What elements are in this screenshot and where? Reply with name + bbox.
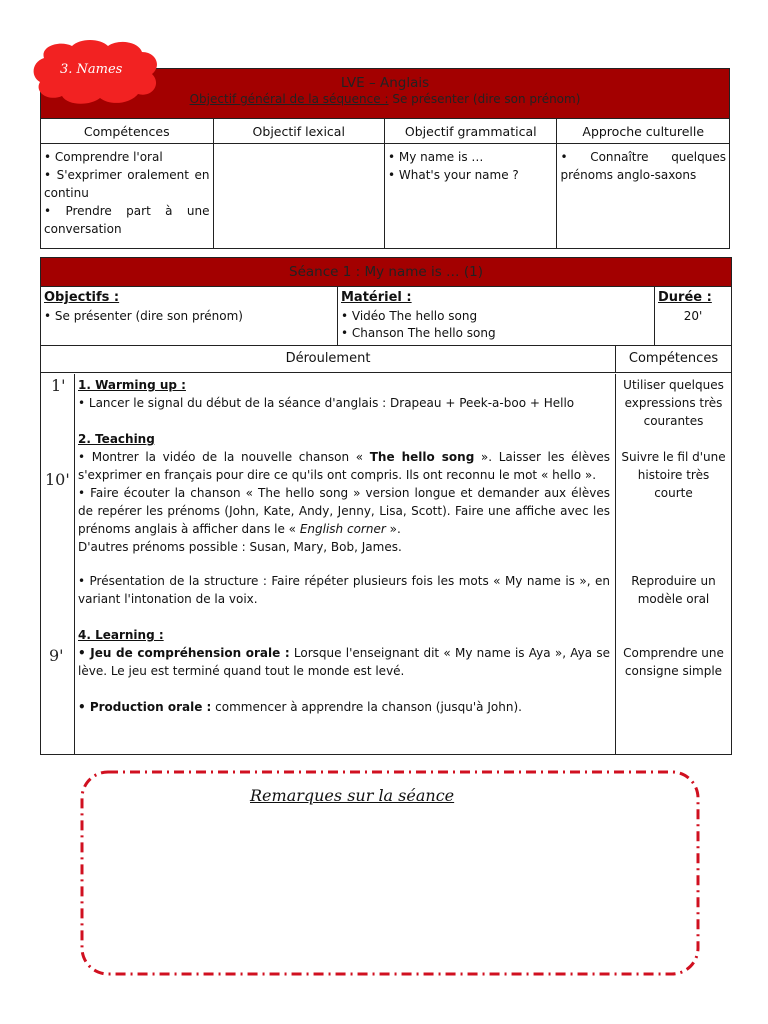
seance-title: Séance 1 : My name is … (1) xyxy=(41,258,731,287)
seance-box xyxy=(40,257,732,755)
time-column xyxy=(41,374,75,754)
learning-p1: • Jeu de compréhension orale : Lorsque l'enseignant dit « My name is Aya », Aya se lève. Le jeu est terminé quand tout le monde est levé. xyxy=(78,646,610,678)
time-learning: 9' xyxy=(49,646,64,665)
col-grammatical: Objectif grammatical xyxy=(384,119,557,144)
time-warming: 1' xyxy=(51,376,66,395)
warming-title: 1. Warming up : xyxy=(78,378,186,392)
remarques-title: Remarques sur la séance xyxy=(250,786,455,805)
teaching-p3: D'autres prénoms possible : Susan, Mary, Bob, James. xyxy=(78,540,402,554)
objectifs-value: • Se présenter (dire son prénom) xyxy=(44,309,243,323)
time-teaching: 10' xyxy=(45,470,70,489)
competence-item: • Prendre part à une conversation xyxy=(44,204,210,236)
warming-text: • Lancer le signal du début de la séance d'anglais : Drapeau + Peek-a-boo + Hello xyxy=(78,396,575,410)
teaching-p4: • Présentation de la structure : Faire répéter plusieurs fois les mots « My name is », en variant l'intonation de la voix. xyxy=(78,574,610,606)
col-culturelle: Approche culturelle xyxy=(557,119,730,144)
materiel-label: Matériel : xyxy=(341,290,412,305)
duree-value: 20' xyxy=(683,309,703,323)
competence-4: Comprendre une consigne simple xyxy=(623,646,724,678)
col-lexical: Objectif lexical xyxy=(213,119,384,144)
duree-cell xyxy=(655,287,731,345)
grammar-item: • My name is … xyxy=(387,150,484,164)
objective-label: Objectif général de la séquence : xyxy=(189,92,389,106)
materiel-item: • Chanson The hello song xyxy=(341,326,496,340)
teaching-p2: • Faire écouter la chanson « The hello song » version longue et demander aux élèves de repérer les prénoms (John, Kate, Andy, Jenny, Lisa, Scott). Faire une affiche avec les prénoms anglais à afficher dans le « English corner ». xyxy=(78,486,610,536)
grammar-item: • What's your name ? xyxy=(387,168,519,182)
deroulement-header xyxy=(41,346,731,373)
lexical-cell xyxy=(213,144,384,249)
warming-block xyxy=(78,376,610,412)
learning-title: 4. Learning : xyxy=(78,628,164,642)
deroulement-label: Déroulement xyxy=(41,346,616,372)
competences-label: Compétences xyxy=(628,351,719,366)
grammatical-cell xyxy=(384,144,557,249)
seance-meta-row xyxy=(41,287,731,346)
teaching-block xyxy=(78,430,610,556)
duree-label: Durée : xyxy=(658,290,712,305)
deroulement-section xyxy=(41,346,731,754)
sequence-tag-label: 3. Names xyxy=(60,62,123,77)
teaching-title: 2. Teaching xyxy=(78,432,155,446)
competence-2: Suivre le fil d'une histoire très courte xyxy=(621,450,726,500)
subject-title: LVE – Anglais xyxy=(340,75,430,91)
competence-item: • Comprendre l'oral xyxy=(44,150,163,164)
competences-cell xyxy=(41,144,214,249)
competence-3: Reproduire un modèle oral xyxy=(631,574,716,606)
objectifs-cell xyxy=(41,287,338,345)
teaching-p1: • Montrer la vidéo de la nouvelle chanson « The hello song ». Laisser les élèves s'exprimer en français pour dire ce qu'ils ont compris. Ils ont reconnu le mot « hello ». xyxy=(78,450,610,482)
materiel-cell xyxy=(338,287,655,345)
col-competences: Compétences xyxy=(41,119,214,144)
competence-item: • S'exprimer oralement en continu xyxy=(44,168,210,200)
learning-p2: • Production orale : commencer à apprendre la chanson (jusqu'à John). xyxy=(78,700,522,714)
learning-block xyxy=(78,626,610,716)
structure-block xyxy=(78,572,610,608)
competence-1: Utiliser quelques expressions très courantes xyxy=(623,378,724,428)
materiel-item: • Vidéo The hello song xyxy=(341,309,478,323)
culturelle-cell: • Connaître quelques prénoms anglo-saxons xyxy=(557,144,730,249)
objectifs-label: Objectifs : xyxy=(44,290,120,305)
objective-value: Se présenter (dire son prénom) xyxy=(392,92,581,106)
competences-divider xyxy=(615,374,616,754)
